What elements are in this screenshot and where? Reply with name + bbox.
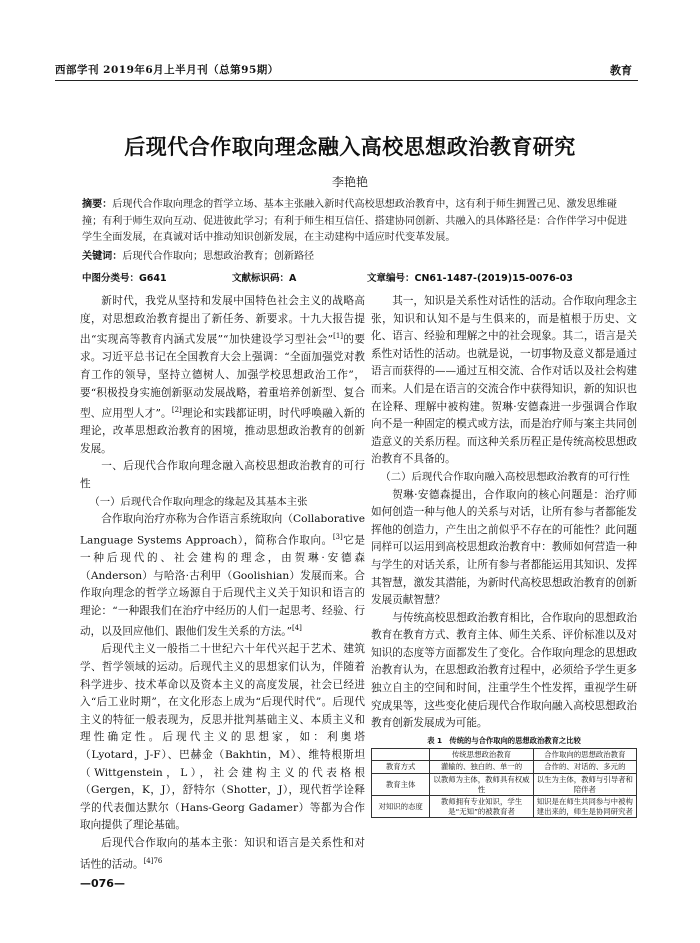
citation-marker: [1] bbox=[333, 332, 344, 341]
journal-header: 西部学刊 2019年6月上半月刊（总第95期） bbox=[55, 64, 279, 76]
table-cell: 以教师为主体，教师具有权威性 bbox=[430, 774, 533, 796]
paragraph-text: 其一，知识是关系性对话性的活动。合作取向理念主张，知识和认知不是与生俱来的，而是植根于历史、文化、语言、经验和理解之中的社会现象。其二，语言是关系性对话性的活动。也就是说，一切事物及意义都是通过语言而获得的——通过互相交流、合作对话以及社会构建而来。人们是在语言的交流合作中获得知识，新的知识也在诠释、理解中被构建。贺琳·安德森进一步强调合作取向不是一种固定的模式或方法，而是治疗师与案主共同创造意义的关系历程。而这种关系历程正是传统高校思想政治教育不具备的。 bbox=[371, 295, 637, 466]
paragraph-text: 一、后现代合作取向理念融入高校思想政治教育的可行性 bbox=[80, 460, 365, 490]
table-cell: 教育方式 bbox=[372, 761, 430, 774]
keywords-text: 后现代合作取向；思想政治教育；创新路径 bbox=[122, 251, 315, 262]
paragraph-text: 后现代主义一般指二十世纪六十年代兴起于艺术、建筑学、哲学领域的运动。后现代主义的思想家们认为，伴随着科学进步、技术革命以及资本主义的高度发展，社会已经进入“后工业时期”，在文化形态上成为“后现代时代”。后现代主义的特征一般表现为，反思并批判基础主义、本质主义和理性确定性。后现代主义的思想家，如：利奥塔（Lyotard，J-F）、巴赫金（Bakhtin，M）、维特根斯坦（Wittgenstein，L），社会建构主义的代表格根（Gergen，K，J），舒特尔（Shotter，J），现代哲学诠释学的代表伽达默尔（Hans-Georg Gadamer）等都为合作取向提供了理论基础。 bbox=[80, 643, 365, 832]
keywords-label: 关键词： bbox=[82, 251, 123, 262]
body-paragraph bbox=[371, 293, 637, 469]
right-column-text bbox=[371, 293, 637, 733]
paragraph-text: 的要求。习近平总书记在全国教育大会上强调：“全面加强党对教育工作的领导，坚持立德树人、加强学校思想政治工作”，要“积极投身实施创新驱动发展战略，着重培养创新型、复合型、应用型人才”。 bbox=[80, 333, 365, 420]
section-label: 教育 bbox=[610, 64, 632, 77]
document-code: 文献标识码：A bbox=[232, 273, 297, 284]
clc-number: 中图分类号：G641 bbox=[82, 273, 167, 284]
paragraph-text: 理论和实践都证明，时代呼唤融入新的理论，改革思想政治教育的困境，推动思想政治教育的创新发展。 bbox=[80, 407, 366, 455]
body-paragraph bbox=[371, 610, 637, 733]
paragraph-text: （二）后现代合作取向融入高校思想政治教育的可行性 bbox=[380, 470, 630, 483]
body-paragraph bbox=[371, 487, 637, 610]
table-row bbox=[372, 774, 637, 796]
table-cell: 教师拥有专业知识，学生是“无知”的被教育者 bbox=[430, 796, 533, 818]
citation-marker: [2] bbox=[171, 406, 182, 415]
table-cell: 灌输的、独白的、单一的 bbox=[430, 761, 533, 774]
citation-marker: [3] bbox=[332, 532, 343, 541]
citation-marker: [4]76 bbox=[143, 856, 163, 865]
left-column bbox=[80, 293, 365, 874]
article-number: 文章编号：CN61-1487-(2019)15-0076-03 bbox=[367, 273, 573, 284]
table-header: 合作取向的思想政治教育 bbox=[533, 748, 636, 761]
paragraph-text: 与传统高校思想政治教育相比，合作取向的思想政治教育在教育方式、教育主体、师生关系、评价标准以及对知识的态度等方面都发生了变化。合作取向理念的思想政治教育认为，在思想政治教育过程中，必须给予学生更多独立自主的空间和时间，注重学生个性发挥，重视学生研究成果等，这些变化使后现代合作取向融入高校思想政治教育创新发展成为可能。 bbox=[371, 611, 637, 730]
abstract bbox=[82, 197, 632, 247]
abstract-text: 后现代合作取向理念的哲学立场、基本主张融入新时代高校思想政治教育中，这有利于师生拥置己见、激发思维碰撞；有利于师生双向互动、促进彼此学习；有利于师生相互信任、搭建协同创新、共融入的具体路径是：合作伴学习中促进学生全面发展，在真诚对话中推动知识创新发展，在主动建构中适应时代变革发展。 bbox=[82, 199, 628, 244]
body-paragraph bbox=[80, 511, 365, 641]
keywords bbox=[82, 249, 632, 266]
right-column bbox=[371, 293, 637, 818]
table-cell: 以生为主体，教师与引导者和陪伴者 bbox=[533, 774, 636, 796]
table-cell: 对知识的态度 bbox=[372, 796, 430, 818]
table-cell: 知识是在师生共同参与中被构建出来的，师生是协同研究者 bbox=[533, 796, 636, 818]
table-row bbox=[372, 796, 637, 818]
article-author: 李艳艳 bbox=[331, 175, 368, 189]
paragraph-text: 贺琳·安德森提出，合作取向的核心问题是：治疗师如何创造一种与他人的关系与对话，让所有参与者都能发挥他的创造力，产生出之前似乎不存在的可能性？此问题同样可以运用到高校思想政治教育中：教师如何营造一种与学生的对话关系，让所有参与者都能运用其知识、发挥其智慧，激发其潜能，为新时代高校思想政治教育的创新发展贡献智慧？ bbox=[371, 488, 637, 607]
paragraph-text: 后现代合作取向的基本主张：知识和语言是关系性和对话性的活动。 bbox=[80, 836, 365, 871]
body-paragraph bbox=[80, 641, 365, 835]
body-paragraph bbox=[80, 293, 365, 458]
abstract-label: 摘要： bbox=[82, 199, 113, 210]
table-row bbox=[372, 761, 637, 774]
table-cell: 合作的、对话的、多元的 bbox=[533, 761, 636, 774]
citation-marker: [4] bbox=[292, 624, 302, 633]
paragraph-text: （一）后现代合作取向理念的缘起及其基本主张 bbox=[89, 495, 308, 508]
header-rule bbox=[55, 80, 638, 81]
section-subheading bbox=[371, 469, 637, 487]
page-number: —076— bbox=[80, 877, 125, 890]
paragraph-text: 合作取向治疗亦称为合作语言系统取向（Collaborative Language Systems Approach），简称合作取向。 bbox=[80, 513, 365, 547]
paragraph-text: 它是一种后现代的、社会建构的理念，由贺琳·安德森（Anderson）与哈洛·古利甲（Goolishian）发展而来。合作取向理念的哲学立场源自于后现代主义关于知识和语言的理论：“一种跟我们在治疗中经历的人们一起思考、经验、行动，以及回应他们、跟他们发生关系的方法。” bbox=[80, 534, 365, 638]
table-header bbox=[372, 748, 430, 761]
table-header: 传统思想政治教育 bbox=[430, 748, 533, 761]
paragraph-text: 新时代，我党从坚持和发展中国特色社会主义的战略高度，对思想政治教育提出了新任务、新要求。十九大报告提出“实现高等教育内涵式发展”“加快建设学习型社会” bbox=[80, 295, 365, 346]
table-header-row bbox=[372, 748, 637, 761]
comparison-table bbox=[371, 748, 637, 819]
body-paragraph bbox=[80, 835, 365, 874]
body-paragraph bbox=[80, 458, 365, 493]
table-caption: 表 1 传统的与合作取向的思想政治教育之比较 bbox=[427, 735, 581, 745]
table-cell: 教育主体 bbox=[372, 774, 430, 796]
section-subheading bbox=[80, 494, 365, 512]
article-title: 后现代合作取向理念融入高校思想政治教育研究 bbox=[124, 135, 576, 159]
